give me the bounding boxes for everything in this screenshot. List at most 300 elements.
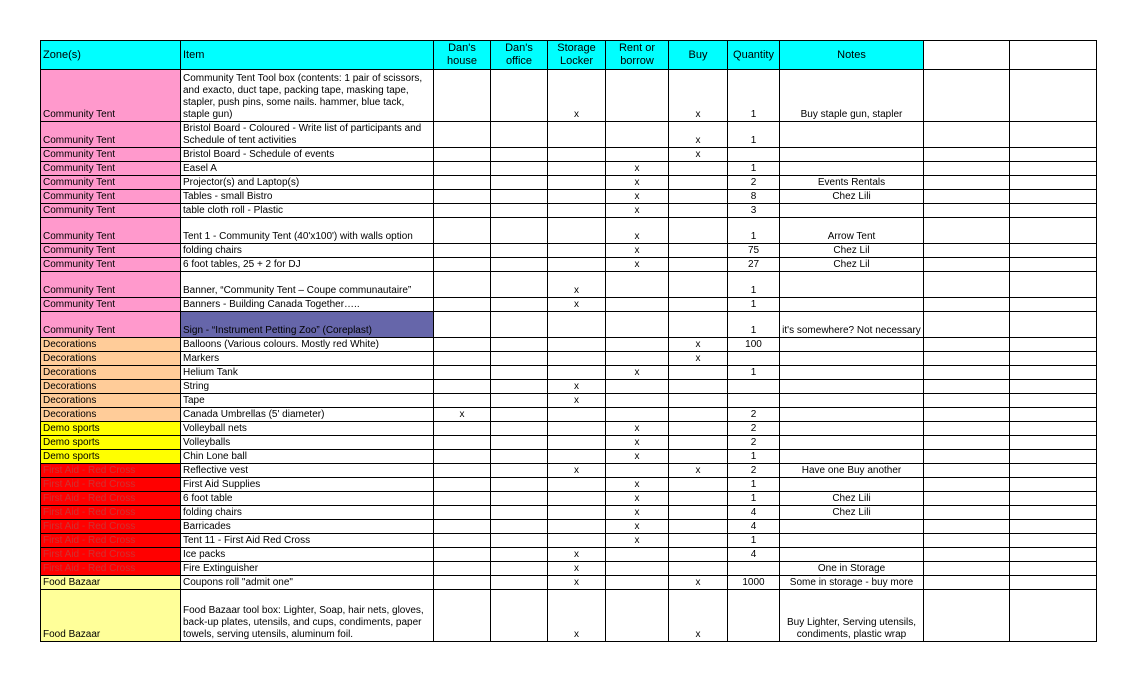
- notes-cell[interactable]: [780, 450, 924, 464]
- notes-cell[interactable]: Chez Lili: [780, 190, 924, 204]
- dans-office-cell[interactable]: [491, 338, 548, 352]
- dans-office-cell[interactable]: [491, 148, 548, 162]
- dans-office-cell[interactable]: [491, 576, 548, 590]
- dans-house-cell[interactable]: [434, 394, 491, 408]
- buy-cell[interactable]: [669, 478, 728, 492]
- rent-or-borrow-cell[interactable]: [606, 464, 669, 478]
- dans-house-cell[interactable]: [434, 176, 491, 190]
- storage-locker-cell[interactable]: x: [548, 272, 606, 298]
- quantity-cell[interactable]: 27: [728, 258, 780, 272]
- buy-cell[interactable]: x: [669, 148, 728, 162]
- quantity-cell[interactable]: 2: [728, 422, 780, 436]
- empty-cell[interactable]: [924, 492, 1010, 506]
- dans-office-cell[interactable]: [491, 244, 548, 258]
- rent-or-borrow-cell[interactable]: x: [606, 506, 669, 520]
- dans-house-cell[interactable]: [434, 366, 491, 380]
- empty-cell[interactable]: [1010, 312, 1097, 338]
- rent-or-borrow-cell[interactable]: [606, 576, 669, 590]
- dans-office-cell[interactable]: [491, 366, 548, 380]
- dans-house-cell[interactable]: [434, 492, 491, 506]
- item-cell[interactable]: 6 foot table: [181, 492, 434, 506]
- dans-office-cell[interactable]: [491, 436, 548, 450]
- dans-office-cell[interactable]: [491, 464, 548, 478]
- notes-cell[interactable]: it's somewhere? Not necessary: [780, 312, 924, 338]
- empty-cell[interactable]: [1010, 506, 1097, 520]
- item-cell[interactable]: Tent 11 - First Aid Red Cross: [181, 534, 434, 548]
- buy-cell[interactable]: [669, 272, 728, 298]
- dans-office-cell[interactable]: [491, 590, 548, 642]
- rent-or-borrow-cell[interactable]: [606, 394, 669, 408]
- header-item[interactable]: Item: [181, 41, 434, 70]
- empty-cell[interactable]: [1010, 590, 1097, 642]
- storage-locker-cell[interactable]: [548, 492, 606, 506]
- notes-cell[interactable]: Chez Lili: [780, 492, 924, 506]
- notes-cell[interactable]: Buy Lighter, Serving utensils, condiments, plastic wrap: [780, 590, 924, 642]
- item-cell[interactable]: Barricades: [181, 520, 434, 534]
- dans-house-cell[interactable]: x: [434, 408, 491, 422]
- header-dans-house[interactable]: Dan's house: [434, 41, 491, 70]
- notes-cell[interactable]: [780, 394, 924, 408]
- quantity-cell[interactable]: 1000: [728, 576, 780, 590]
- buy-cell[interactable]: [669, 258, 728, 272]
- zone-cell[interactable]: First Aid - Red Cross: [41, 520, 181, 534]
- dans-office-cell[interactable]: [491, 190, 548, 204]
- rent-or-borrow-cell[interactable]: [606, 338, 669, 352]
- zone-cell[interactable]: Community Tent: [41, 70, 181, 122]
- quantity-cell[interactable]: 3: [728, 204, 780, 218]
- quantity-cell[interactable]: 4: [728, 506, 780, 520]
- empty-cell[interactable]: [924, 298, 1010, 312]
- buy-cell[interactable]: [669, 422, 728, 436]
- zone-cell[interactable]: Community Tent: [41, 312, 181, 338]
- quantity-cell[interactable]: 1: [728, 122, 780, 148]
- dans-office-cell[interactable]: [491, 450, 548, 464]
- notes-cell[interactable]: Some in storage - buy more: [780, 576, 924, 590]
- buy-cell[interactable]: [669, 218, 728, 244]
- dans-house-cell[interactable]: [434, 548, 491, 562]
- quantity-cell[interactable]: [728, 590, 780, 642]
- storage-locker-cell[interactable]: [548, 408, 606, 422]
- quantity-cell[interactable]: 1: [728, 366, 780, 380]
- dans-house-cell[interactable]: [434, 534, 491, 548]
- empty-cell[interactable]: [924, 590, 1010, 642]
- empty-cell[interactable]: [1010, 176, 1097, 190]
- quantity-cell[interactable]: 4: [728, 548, 780, 562]
- buy-cell[interactable]: [669, 380, 728, 394]
- empty-cell[interactable]: [1010, 562, 1097, 576]
- rent-or-borrow-cell[interactable]: x: [606, 204, 669, 218]
- dans-office-cell[interactable]: [491, 204, 548, 218]
- rent-or-borrow-cell[interactable]: [606, 70, 669, 122]
- dans-house-cell[interactable]: [434, 590, 491, 642]
- notes-cell[interactable]: [780, 408, 924, 422]
- storage-locker-cell[interactable]: x: [548, 394, 606, 408]
- quantity-cell[interactable]: 1: [728, 298, 780, 312]
- quantity-cell[interactable]: 100: [728, 338, 780, 352]
- zone-cell[interactable]: First Aid - Red Cross: [41, 562, 181, 576]
- empty-cell[interactable]: [1010, 534, 1097, 548]
- item-cell[interactable]: Markers: [181, 352, 434, 366]
- zone-cell[interactable]: First Aid - Red Cross: [41, 548, 181, 562]
- rent-or-borrow-cell[interactable]: x: [606, 534, 669, 548]
- empty-cell[interactable]: [1010, 204, 1097, 218]
- storage-locker-cell[interactable]: [548, 478, 606, 492]
- storage-locker-cell[interactable]: [548, 218, 606, 244]
- empty-cell[interactable]: [1010, 422, 1097, 436]
- storage-locker-cell[interactable]: [548, 352, 606, 366]
- buy-cell[interactable]: [669, 366, 728, 380]
- buy-cell[interactable]: x: [669, 352, 728, 366]
- quantity-cell[interactable]: 1: [728, 450, 780, 464]
- storage-locker-cell[interactable]: x: [548, 70, 606, 122]
- zone-cell[interactable]: Community Tent: [41, 162, 181, 176]
- header-rent-or-borrow[interactable]: Rent or borrow: [606, 41, 669, 70]
- empty-cell[interactable]: [1010, 478, 1097, 492]
- zone-cell[interactable]: Community Tent: [41, 122, 181, 148]
- empty-cell[interactable]: [1010, 450, 1097, 464]
- rent-or-borrow-cell[interactable]: [606, 122, 669, 148]
- storage-locker-cell[interactable]: x: [548, 380, 606, 394]
- quantity-cell[interactable]: [728, 148, 780, 162]
- item-cell[interactable]: Helium Tank: [181, 366, 434, 380]
- storage-locker-cell[interactable]: [548, 204, 606, 218]
- notes-cell[interactable]: [780, 478, 924, 492]
- zone-cell[interactable]: Community Tent: [41, 272, 181, 298]
- rent-or-borrow-cell[interactable]: [606, 590, 669, 642]
- empty-cell[interactable]: [924, 272, 1010, 298]
- buy-cell[interactable]: [669, 176, 728, 190]
- item-cell[interactable]: Canada Umbrellas (5' diameter): [181, 408, 434, 422]
- empty-cell[interactable]: [924, 204, 1010, 218]
- zone-cell[interactable]: First Aid - Red Cross: [41, 464, 181, 478]
- rent-or-borrow-cell[interactable]: x: [606, 450, 669, 464]
- notes-cell[interactable]: Have one Buy another: [780, 464, 924, 478]
- notes-cell[interactable]: Chez Lil: [780, 244, 924, 258]
- empty-cell[interactable]: [924, 148, 1010, 162]
- quantity-cell[interactable]: 2: [728, 464, 780, 478]
- empty-cell[interactable]: [1010, 366, 1097, 380]
- empty-cell[interactable]: [924, 258, 1010, 272]
- item-cell[interactable]: table cloth roll - Plastic: [181, 204, 434, 218]
- notes-cell[interactable]: Chez Lil: [780, 258, 924, 272]
- dans-office-cell[interactable]: [491, 122, 548, 148]
- zone-cell[interactable]: Community Tent: [41, 204, 181, 218]
- header-zone[interactable]: Zone(s): [41, 41, 181, 70]
- notes-cell[interactable]: Chez Lili: [780, 506, 924, 520]
- storage-locker-cell[interactable]: [548, 190, 606, 204]
- zone-cell[interactable]: Decorations: [41, 366, 181, 380]
- empty-cell[interactable]: [1010, 218, 1097, 244]
- zone-cell[interactable]: Food Bazaar: [41, 576, 181, 590]
- notes-cell[interactable]: [780, 204, 924, 218]
- empty-cell[interactable]: [1010, 298, 1097, 312]
- buy-cell[interactable]: x: [669, 122, 728, 148]
- item-cell[interactable]: Bristol Board - Schedule of events: [181, 148, 434, 162]
- zone-cell[interactable]: Community Tent: [41, 148, 181, 162]
- buy-cell[interactable]: [669, 204, 728, 218]
- storage-locker-cell[interactable]: x: [548, 576, 606, 590]
- zone-cell[interactable]: Decorations: [41, 380, 181, 394]
- dans-house-cell[interactable]: [434, 162, 491, 176]
- buy-cell[interactable]: [669, 548, 728, 562]
- empty-cell[interactable]: [924, 450, 1010, 464]
- zone-cell[interactable]: First Aid - Red Cross: [41, 534, 181, 548]
- storage-locker-cell[interactable]: [548, 450, 606, 464]
- quantity-cell[interactable]: 75: [728, 244, 780, 258]
- empty-cell[interactable]: [924, 548, 1010, 562]
- quantity-cell[interactable]: 1: [728, 218, 780, 244]
- rent-or-borrow-cell[interactable]: x: [606, 190, 669, 204]
- empty-cell[interactable]: [924, 394, 1010, 408]
- storage-locker-cell[interactable]: [548, 122, 606, 148]
- storage-locker-cell[interactable]: x: [548, 298, 606, 312]
- dans-office-cell[interactable]: [491, 478, 548, 492]
- notes-cell[interactable]: [780, 422, 924, 436]
- dans-house-cell[interactable]: [434, 258, 491, 272]
- dans-house-cell[interactable]: [434, 576, 491, 590]
- empty-cell[interactable]: [924, 244, 1010, 258]
- quantity-cell[interactable]: 1: [728, 272, 780, 298]
- rent-or-borrow-cell[interactable]: [606, 380, 669, 394]
- rent-or-borrow-cell[interactable]: x: [606, 176, 669, 190]
- storage-locker-cell[interactable]: x: [548, 464, 606, 478]
- item-cell[interactable]: Ice packs: [181, 548, 434, 562]
- empty-cell[interactable]: [1010, 190, 1097, 204]
- empty-cell[interactable]: [1010, 272, 1097, 298]
- dans-office-cell[interactable]: [491, 380, 548, 394]
- dans-house-cell[interactable]: [434, 422, 491, 436]
- notes-cell[interactable]: [780, 436, 924, 450]
- rent-or-borrow-cell[interactable]: x: [606, 520, 669, 534]
- quantity-cell[interactable]: [728, 380, 780, 394]
- quantity-cell[interactable]: 1: [728, 312, 780, 338]
- notes-cell[interactable]: Events Rentals: [780, 176, 924, 190]
- dans-house-cell[interactable]: [434, 312, 491, 338]
- empty-cell[interactable]: [1010, 436, 1097, 450]
- dans-office-cell[interactable]: [491, 162, 548, 176]
- dans-house-cell[interactable]: [434, 562, 491, 576]
- zone-cell[interactable]: Community Tent: [41, 218, 181, 244]
- notes-cell[interactable]: [780, 366, 924, 380]
- dans-office-cell[interactable]: [491, 548, 548, 562]
- dans-house-cell[interactable]: [434, 436, 491, 450]
- quantity-cell[interactable]: 2: [728, 436, 780, 450]
- dans-office-cell[interactable]: [491, 506, 548, 520]
- storage-locker-cell[interactable]: [548, 338, 606, 352]
- dans-house-cell[interactable]: [434, 464, 491, 478]
- dans-house-cell[interactable]: [434, 520, 491, 534]
- rent-or-borrow-cell[interactable]: [606, 352, 669, 366]
- dans-house-cell[interactable]: [434, 70, 491, 122]
- notes-cell[interactable]: [780, 162, 924, 176]
- notes-cell[interactable]: [780, 548, 924, 562]
- quantity-cell[interactable]: 1: [728, 70, 780, 122]
- notes-cell[interactable]: [780, 352, 924, 366]
- storage-locker-cell[interactable]: [548, 312, 606, 338]
- notes-cell[interactable]: [780, 380, 924, 394]
- empty-cell[interactable]: [1010, 338, 1097, 352]
- rent-or-borrow-cell[interactable]: [606, 148, 669, 162]
- header-buy[interactable]: Buy: [669, 41, 728, 70]
- empty-cell[interactable]: [1010, 408, 1097, 422]
- empty-cell[interactable]: [924, 534, 1010, 548]
- buy-cell[interactable]: [669, 562, 728, 576]
- quantity-cell[interactable]: 1: [728, 478, 780, 492]
- item-cell[interactable]: Coupons roll "admit one": [181, 576, 434, 590]
- item-cell[interactable]: Community Tent Tool box (contents: 1 pair of scissors, and exacto, duct tape, packing tape, masking tape, stapler, push pins, some nails. hammer, blue tack, staple gun): [181, 70, 434, 122]
- quantity-cell[interactable]: [728, 352, 780, 366]
- buy-cell[interactable]: x: [669, 464, 728, 478]
- dans-house-cell[interactable]: [434, 380, 491, 394]
- rent-or-borrow-cell[interactable]: x: [606, 422, 669, 436]
- buy-cell[interactable]: [669, 190, 728, 204]
- item-cell[interactable]: Tape: [181, 394, 434, 408]
- dans-house-cell[interactable]: [434, 450, 491, 464]
- buy-cell[interactable]: [669, 162, 728, 176]
- zone-cell[interactable]: Community Tent: [41, 258, 181, 272]
- empty-cell[interactable]: [924, 338, 1010, 352]
- rent-or-borrow-cell[interactable]: x: [606, 478, 669, 492]
- empty-cell[interactable]: [924, 218, 1010, 244]
- quantity-cell[interactable]: 1: [728, 534, 780, 548]
- empty-cell[interactable]: [924, 162, 1010, 176]
- item-cell[interactable]: Volleyball nets: [181, 422, 434, 436]
- header-dans-office[interactable]: Dan's office: [491, 41, 548, 70]
- storage-locker-cell[interactable]: [548, 422, 606, 436]
- item-cell[interactable]: Fire Extinguisher: [181, 562, 434, 576]
- buy-cell[interactable]: [669, 450, 728, 464]
- storage-locker-cell[interactable]: [548, 176, 606, 190]
- notes-cell[interactable]: One in Storage: [780, 562, 924, 576]
- zone-cell[interactable]: Community Tent: [41, 298, 181, 312]
- storage-locker-cell[interactable]: [548, 520, 606, 534]
- empty-cell[interactable]: [924, 380, 1010, 394]
- dans-house-cell[interactable]: [434, 244, 491, 258]
- rent-or-borrow-cell[interactable]: x: [606, 492, 669, 506]
- dans-office-cell[interactable]: [491, 218, 548, 244]
- item-cell[interactable]: 6 foot tables, 25 + 2 for DJ: [181, 258, 434, 272]
- dans-office-cell[interactable]: [491, 520, 548, 534]
- buy-cell[interactable]: x: [669, 70, 728, 122]
- header-blank-cell[interactable]: [1010, 41, 1097, 70]
- zone-cell[interactable]: Demo sports: [41, 450, 181, 464]
- dans-office-cell[interactable]: [491, 70, 548, 122]
- notes-cell[interactable]: [780, 520, 924, 534]
- dans-office-cell[interactable]: [491, 352, 548, 366]
- zone-cell[interactable]: Demo sports: [41, 422, 181, 436]
- dans-house-cell[interactable]: [434, 272, 491, 298]
- item-cell[interactable]: Reflective vest: [181, 464, 434, 478]
- rent-or-borrow-cell[interactable]: x: [606, 436, 669, 450]
- buy-cell[interactable]: x: [669, 590, 728, 642]
- rent-or-borrow-cell[interactable]: [606, 562, 669, 576]
- buy-cell[interactable]: [669, 244, 728, 258]
- quantity-cell[interactable]: 1: [728, 492, 780, 506]
- buy-cell[interactable]: [669, 534, 728, 548]
- zone-cell[interactable]: Community Tent: [41, 244, 181, 258]
- storage-locker-cell[interactable]: [548, 258, 606, 272]
- zone-cell[interactable]: First Aid - Red Cross: [41, 478, 181, 492]
- storage-locker-cell[interactable]: x: [548, 548, 606, 562]
- empty-cell[interactable]: [924, 122, 1010, 148]
- storage-locker-cell[interactable]: x: [548, 562, 606, 576]
- quantity-cell[interactable]: [728, 394, 780, 408]
- dans-office-cell[interactable]: [491, 258, 548, 272]
- rent-or-borrow-cell[interactable]: [606, 272, 669, 298]
- rent-or-borrow-cell[interactable]: x: [606, 366, 669, 380]
- empty-cell[interactable]: [924, 478, 1010, 492]
- dans-house-cell[interactable]: [434, 352, 491, 366]
- empty-cell[interactable]: [1010, 244, 1097, 258]
- empty-cell[interactable]: [1010, 352, 1097, 366]
- item-cell[interactable]: Projector(s) and Laptop(s): [181, 176, 434, 190]
- empty-cell[interactable]: [924, 352, 1010, 366]
- storage-locker-cell[interactable]: [548, 506, 606, 520]
- empty-cell[interactable]: [924, 70, 1010, 122]
- quantity-cell[interactable]: 4: [728, 520, 780, 534]
- header-blank-cell[interactable]: [924, 41, 1010, 70]
- notes-cell[interactable]: [780, 338, 924, 352]
- empty-cell[interactable]: [1010, 464, 1097, 478]
- dans-house-cell[interactable]: [434, 204, 491, 218]
- header-quantity[interactable]: Quantity: [728, 41, 780, 70]
- rent-or-borrow-cell[interactable]: [606, 312, 669, 338]
- zone-cell[interactable]: Demo sports: [41, 436, 181, 450]
- dans-house-cell[interactable]: [434, 506, 491, 520]
- storage-locker-cell[interactable]: x: [548, 590, 606, 642]
- header-storage-locker[interactable]: Storage Locker: [548, 41, 606, 70]
- empty-cell[interactable]: [924, 562, 1010, 576]
- dans-office-cell[interactable]: [491, 312, 548, 338]
- notes-cell[interactable]: [780, 122, 924, 148]
- item-cell[interactable]: String: [181, 380, 434, 394]
- storage-locker-cell[interactable]: [548, 244, 606, 258]
- item-cell[interactable]: Tent 1 - Community Tent (40'x100') with walls option: [181, 218, 434, 244]
- zone-cell[interactable]: Decorations: [41, 408, 181, 422]
- zone-cell[interactable]: First Aid - Red Cross: [41, 506, 181, 520]
- rent-or-borrow-cell[interactable]: x: [606, 218, 669, 244]
- zone-cell[interactable]: Decorations: [41, 394, 181, 408]
- rent-or-borrow-cell[interactable]: x: [606, 162, 669, 176]
- storage-locker-cell[interactable]: [548, 436, 606, 450]
- dans-house-cell[interactable]: [434, 218, 491, 244]
- dans-house-cell[interactable]: [434, 148, 491, 162]
- empty-cell[interactable]: [1010, 162, 1097, 176]
- item-cell[interactable]: Banners - Building Canada Together…..: [181, 298, 434, 312]
- storage-locker-cell[interactable]: [548, 534, 606, 548]
- empty-cell[interactable]: [924, 464, 1010, 478]
- dans-office-cell[interactable]: [491, 562, 548, 576]
- empty-cell[interactable]: [924, 176, 1010, 190]
- dans-house-cell[interactable]: [434, 122, 491, 148]
- zone-cell[interactable]: Food Bazaar: [41, 590, 181, 642]
- empty-cell[interactable]: [1010, 492, 1097, 506]
- dans-house-cell[interactable]: [434, 478, 491, 492]
- empty-cell[interactable]: [1010, 258, 1097, 272]
- empty-cell[interactable]: [1010, 576, 1097, 590]
- rent-or-borrow-cell[interactable]: x: [606, 244, 669, 258]
- item-cell[interactable]: Volleyballs: [181, 436, 434, 450]
- rent-or-borrow-cell[interactable]: [606, 298, 669, 312]
- buy-cell[interactable]: [669, 520, 728, 534]
- item-cell[interactable]: Balloons (Various colours. Mostly red White): [181, 338, 434, 352]
- storage-locker-cell[interactable]: [548, 148, 606, 162]
- item-cell[interactable]: Chin Lone ball: [181, 450, 434, 464]
- item-cell[interactable]: Tables - small Bistro: [181, 190, 434, 204]
- quantity-cell[interactable]: [728, 562, 780, 576]
- dans-house-cell[interactable]: [434, 338, 491, 352]
- dans-office-cell[interactable]: [491, 394, 548, 408]
